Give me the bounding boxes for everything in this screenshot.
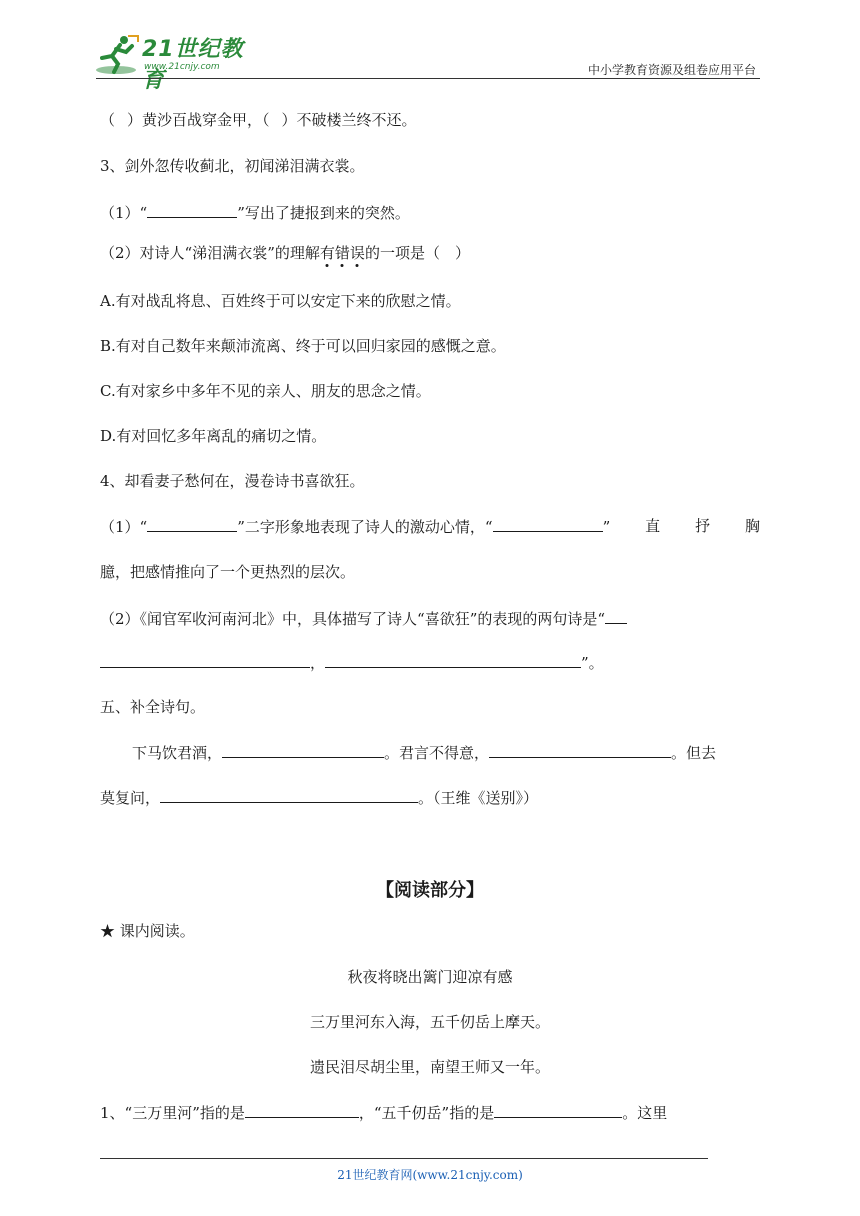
reading-section-title: 【阅读部分】: [376, 880, 484, 901]
answer-blank[interactable]: [245, 1102, 359, 1118]
poem-line-2: 遗民泪尽胡尘里，南望王师又一年。: [309, 1058, 550, 1076]
logo-text: 21世纪教育: [142, 37, 244, 93]
footer-divider: [100, 1158, 708, 1159]
q2-tail-line: （ ）黄沙百战穿金甲，（ ）不破楼兰终不还。: [100, 111, 417, 129]
logo-url: www.21cnjy.com: [144, 62, 220, 72]
q4-stem: 4、却看妻子愁何在，漫卷诗书喜欲狂。: [100, 472, 365, 490]
platform-name: 中小学教育资源及组卷应用平台: [587, 63, 756, 77]
footer-link[interactable]: 21世纪教育网(www.21cnjy.com): [337, 1168, 523, 1182]
answer-blank[interactable]: [147, 516, 237, 532]
page-header: [0, 0, 860, 93]
option-d: D.有对回忆多年离乱的痛切之情。: [100, 427, 327, 445]
in-class-reading-label: ★ 课内阅读。: [100, 922, 195, 940]
answer-blank[interactable]: [494, 1102, 622, 1118]
q5-line1: 下马饮君酒， 。君言不得意， 。但去: [132, 744, 717, 762]
q4-sub2: （2）《闻官军收河南河北》中，具体描写了诗人“喜欲狂”的表现的两句诗是“: [100, 608, 627, 629]
answer-blank[interactable]: [100, 652, 310, 668]
option-a: A.有对战乱将息、百姓终于可以安定下来的欣慰之情。: [100, 292, 461, 310]
runner-logo-icon: [94, 34, 140, 76]
header-divider: [96, 78, 760, 79]
q4-sub1-cont: 臆，把感情推向了一个更热烈的层次。: [100, 563, 356, 581]
option-c: C.有对家乡中多年不见的亲人、朋友的思念之情。: [100, 382, 431, 400]
q5-line2: 莫复问， 。（王维《送别》）: [100, 789, 539, 807]
poem-title: 秋夜将晓出篱门迎凉有感: [347, 968, 513, 986]
q3-stem: 3、剑外忽传收蓟北，初闻涕泪满衣裳。: [100, 157, 365, 175]
option-b: B.有对自己数年来颠沛流离、终于可以回归家园的感慨之意。: [100, 337, 506, 355]
q4-sub1: （1）“ ”二字形象地表现了诗人的激动心情，“ ” 直 抒 胸: [100, 517, 760, 536]
poem-line-1: 三万里河东入海，五千仞岳上摩天。: [309, 1013, 550, 1031]
answer-blank[interactable]: [160, 787, 418, 803]
q4-sub2-blanks: ， ”。: [100, 652, 604, 673]
q3-sub2: （2）对诗人“涕泪满衣裳”的理解有错误的一项是（ ）: [100, 244, 470, 262]
answer-blank[interactable]: [605, 608, 627, 624]
q3-sub1: （1）“ ”写出了捷报到来的突然。: [100, 204, 410, 222]
reading-q1: 1、“三万里河”指的是 ，“五千仞岳”指的是 。这里: [100, 1104, 668, 1122]
answer-blank[interactable]: [147, 202, 237, 218]
answer-blank[interactable]: [493, 516, 603, 532]
answer-blank[interactable]: [325, 652, 581, 668]
answer-blank[interactable]: [489, 742, 671, 758]
q5-title: 五、补全诗句。: [100, 698, 206, 716]
site-logo: [94, 34, 264, 93]
answer-blank[interactable]: [222, 742, 384, 758]
